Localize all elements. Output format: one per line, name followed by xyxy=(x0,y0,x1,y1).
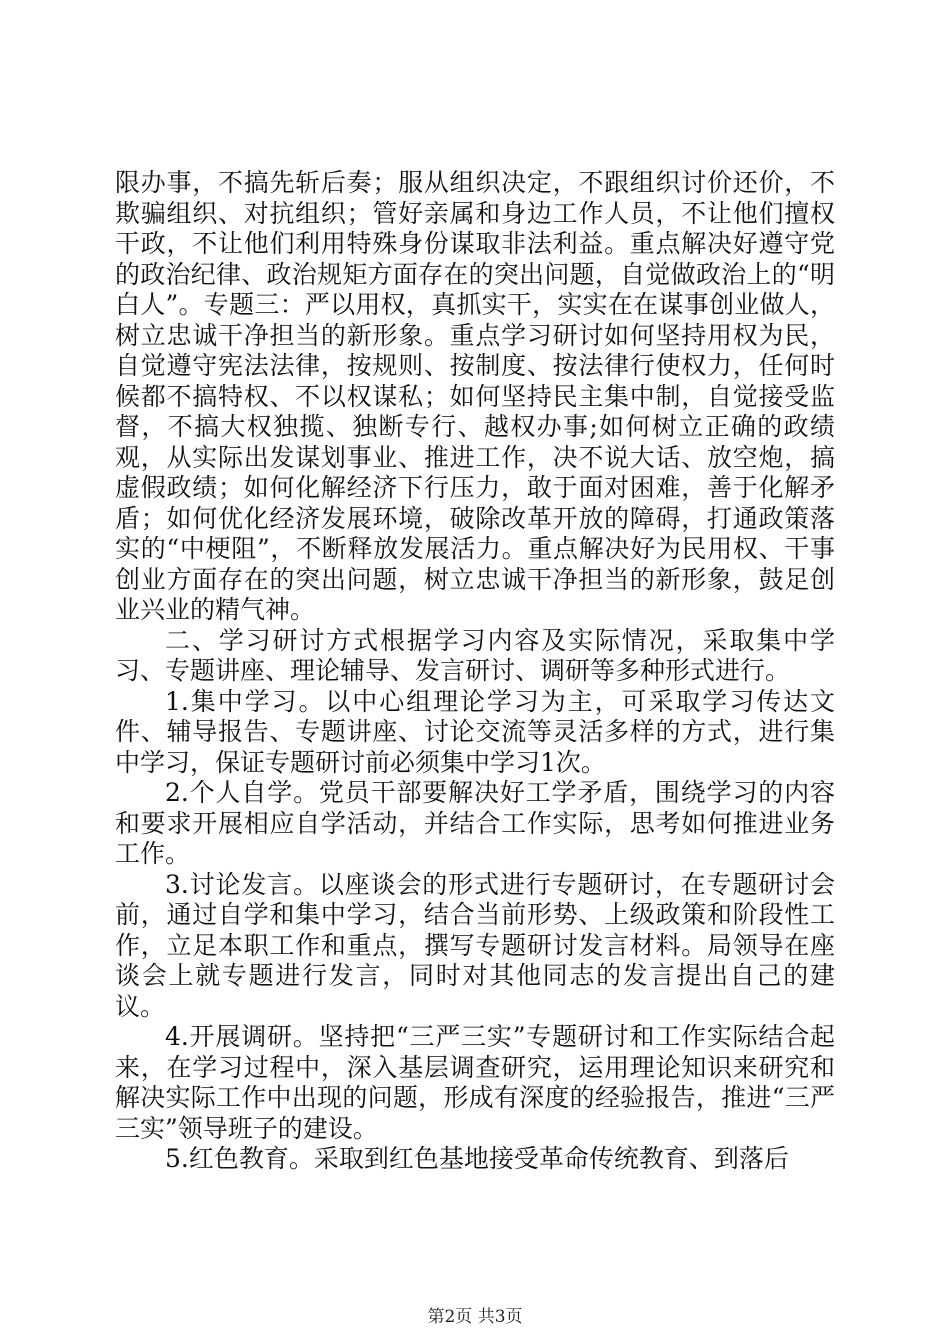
document-body xyxy=(115,168,835,1175)
paragraph-item-5: 5.红色教育。采取到红色基地接受革命传统教育、到落后 xyxy=(165,1144,789,1173)
page-footer: 第2页 共3页 xyxy=(427,1307,523,1327)
paragraph-item-4: 4.开展调研。坚持把“三严三实”专题研讨和工作实际结合起来，在学习过程中，深入基层调查研究，运用理论知识来研究和解决实际工作中出现的问题，形成有深度的经验报告，推进“三严三实”领导班子的建设。 xyxy=(115,1022,835,1143)
paragraph-study-methods: 二、学习研讨方式根据学习内容及实际情况，采取集中学习、专题讲座、理论辅导、发言研讨、调研等多种形式进行。 xyxy=(115,625,835,685)
paragraph-continuation: 限办事，不搞先斩后奏；服从组织决定，不跟组织讨价还价，不欺骗组织、对抗组织；管好亲属和身边工作人员，不让他们擅权干政，不让他们利用特殊身份谋取非法利益。重点解决好遵守党的政治纪律、政治规矩方面存在的突出问题，自觉做政治上的“明白人”。专题三：严以用权，真抓实干，实实在在谋事创业做人，树立忠诚干净担当的新形象。重点学习研讨如何坚持用权为民，自觉遵守宪法法律，按规则、按制度、按法律行使权力，任何时候都不搞特权、不以权谋私；如何坚持民主集中制，自觉接受监督，不搞大权独揽、独断专行、越权办事;如何树立正确的政绩观，从实际出发谋划事业、推进工作，决不说大话、放空炮，搞虚假政绩；如何化解经济下行压力，敢于面对困难，善于化解矛盾；如何优化经济发展环境，破除改革开放的障碍，打通政策落实的“中梗阻”，不断释放发展活力。重点解决好为民用权、干事创业方面存在的突出问题，树立忠诚干净担当的新形象，鼓足创业兴业的精气神。 xyxy=(115,168,835,624)
paragraph-item-1: 1.集中学习。以中心组理论学习为主，可采取学习传达文件、辅导报告、专题讲座、讨论交流等灵活多样的方式，进行集中学习，保证专题研讨前必须集中学习1次。 xyxy=(115,686,835,777)
paragraph-item-3: 3.讨论发言。以座谈会的形式进行专题研讨，在专题研讨会前，通过自学和集中学习，结合当前形势、上级政策和阶段性工作，立足本职工作和重点，撰写专题研讨发言材料。局领导在座谈会上就专题进行发言，同时对其他同志的发言提出自己的建议。 xyxy=(115,869,835,1021)
paragraph-item-2: 2.个人自学。党员干部要解决好工学矛盾，围绕学习的内容和要求开展相应自学活动，并结合工作实际，思考如何推进业务工作。 xyxy=(115,778,835,868)
